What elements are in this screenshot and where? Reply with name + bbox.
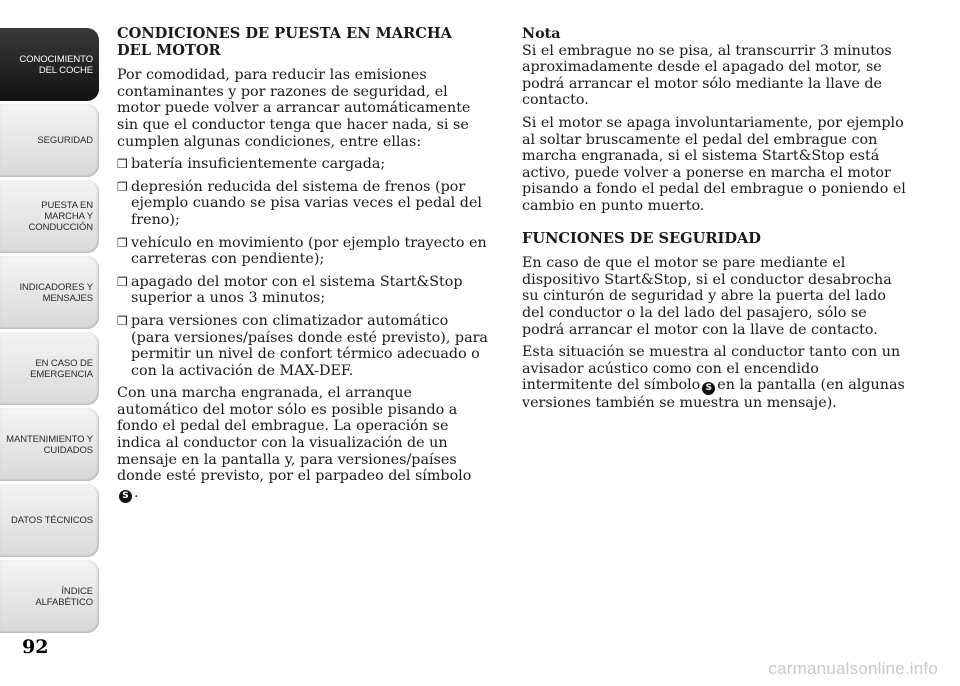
outro-end: . [134,484,139,501]
tab-datos-tecnicos[interactable] [0,484,99,557]
list-item-text: depresión reducida del sistema de frenos (por ejemplo cuando se pisa varias veces el pedal del freno); [131,178,482,228]
checkbox-bullet-icon: ❒ [117,157,128,172]
safety-text-end: en la pantalla (en algunas versiones también se muestra un mensaje). [522,377,905,412]
checkbox-bullet-icon: ❒ [117,235,128,250]
tab-label: PUESTA EN MARCHA Y CONDUCCIÓN [28,200,93,233]
checkbox-bullet-icon: ❒ [117,313,128,328]
intro-paragraph: Por comodidad, para reducir las emisiones contaminantes y por razones de seguridad, el motor puede volver a arrancar automáticamente sin que el conductor tenga que hacer nada, si se cumplen algunas condiciones, entre ellas: [117,67,471,150]
list-item [117,274,489,307]
list-item [117,235,489,268]
list-item-text: para versiones con climatizador automático (para versiones/países donde esté previsto), para permitir un nivel de confort térmico adecuado o con la activación de MAX-DEF. [131,312,488,379]
tab-label: EN CASO DE EMERGENCIA [30,357,93,380]
outro-text: Con una marcha engranada, el arranque automático del motor sólo es posible pisando a fondo el pedal del embrague. La operación se indica al conductor con la visualización de un mensaje en la pantalla y, para versiones/países donde esté previsto, por el parpadeo del símbolo [117,385,472,485]
right-column [522,26,912,418]
tab-indicadores[interactable] [0,256,99,329]
checkbox-bullet-icon: ❒ [117,274,128,289]
section-heading: CONDICIONES DE PUESTA EN MARCHA DEL MOTOR [117,25,452,59]
safety-paragraph-1: En caso de que el motor se pare mediante el dispositivo Start&Stop, si el conductor desabrocha su cinturón de seguridad y abre la puerta del lado del conductor o la del lado del pasajero, sólo se podrá arrancar el motor con la llave de contacto. [522,255,892,338]
tab-label: MANTENIMIENTO Y CUIDADOS [6,433,93,456]
note-paragraph-2: Si el motor se apaga involuntariamente, por ejemplo al soltar bruscamente el pedal del embrague con marcha engranada, si el sistema Start&Stop está activo, puede volver a ponerse en marcha el motor pisando a fondo el pedal del embrague o poniendo el cambio en punto muerto. [522,114,906,214]
tab-label: ÍNDICE ALFABÉTICO [35,585,93,608]
tab-emergencia[interactable] [0,332,99,405]
tab-label: DATOS TÉCNICOS [10,515,93,526]
section-tabs [0,28,99,636]
tab-label: INDICADORES Y MENSAJES [19,281,93,304]
section-heading: FUNCIONES DE SEGURIDAD [522,229,761,247]
tab-mantenimiento[interactable] [0,408,99,481]
list-item-text: vehículo en movimiento (por ejemplo trayecto en carreteras con pendiente); [131,234,487,268]
watermark: carmanualsonline.info [768,659,938,678]
start-stop-symbol-icon: S [702,382,715,395]
list-item [117,313,489,379]
list-item-text: batería insuficientemente cargada; [131,156,386,173]
tab-label: CONOCIMIENTO DEL COCHE [19,53,93,76]
left-column [117,26,489,509]
page-number: 92 [22,636,49,658]
tab-puesta-en-marcha[interactable] [0,180,99,253]
tab-seguridad[interactable] [0,104,99,177]
list-item [117,179,489,229]
safety-paragraph-2 [522,344,912,412]
tab-label: SEGURIDAD [37,135,93,146]
safety-text: Esta situación se muestra al conductor tanto con un avisador acústico como con el encendido intermitente del símbolo [522,344,901,394]
start-stop-symbol-icon: S [119,490,132,503]
tab-indice-alfabetico[interactable] [0,560,99,633]
conditions-list [117,156,489,379]
list-item [117,156,489,173]
note-title: Nota [522,26,561,42]
outro-paragraph [117,385,489,503]
note-paragraph-1: Si el embrague no se pisa, al transcurrir 3 minutos aproximadamente desde el apagado del motor, se podrá arrancar el motor sólo mediante la llave de contacto. [522,42,892,109]
list-item-text: apagado del motor con el sistema Start&Stop superior a unos 3 minutos; [131,273,463,307]
tab-conocimiento-del-coche[interactable] [0,28,99,101]
checkbox-bullet-icon: ❒ [117,179,128,194]
